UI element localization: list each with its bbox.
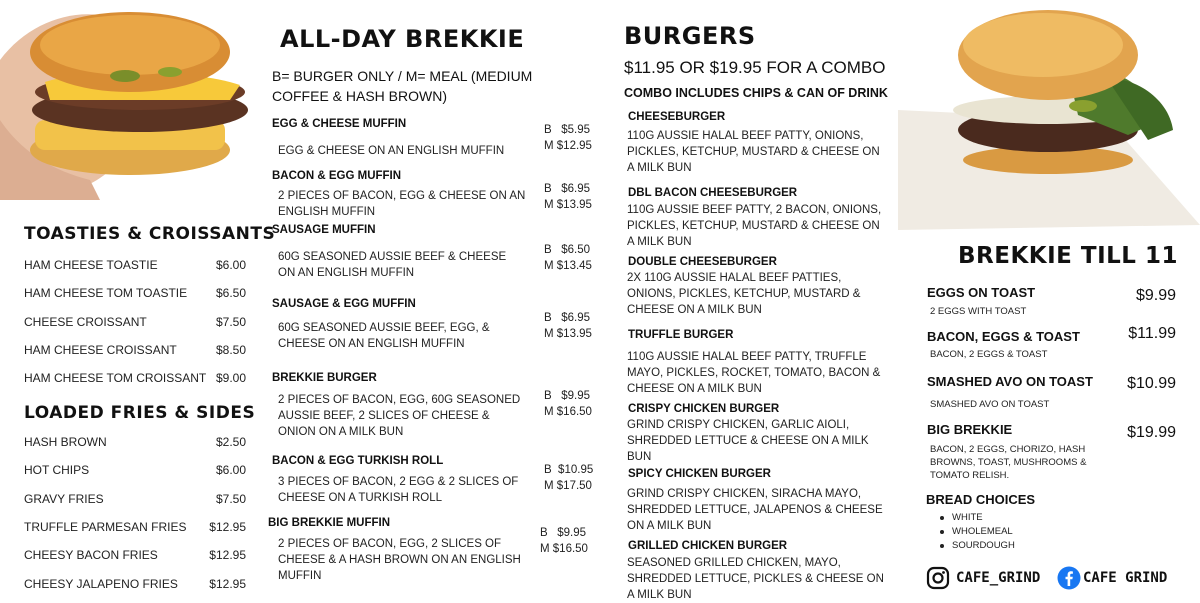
- bread-choice-label: WHOLEMEAL: [952, 526, 1013, 537]
- brekkie-item-name: SAUSAGE MUFFIN: [272, 224, 376, 236]
- brekkie-till-11-item-name: BIG BREKKIE: [927, 422, 1013, 437]
- brekkie-burger-price: B $9.95: [540, 527, 587, 539]
- menu-item-name: HAM CHEESE TOM CROISSANT: [24, 371, 207, 386]
- burger-item-desc: 110G AUSSIE BEEF PATTY, 2 BACON, ONIONS, PICKLES, KETCHUP, MUSTARD & CHEESE ON A MILK BUN: [627, 204, 882, 248]
- brekkie-title: ALL-DAY BREKKIE: [280, 25, 525, 53]
- brekkie-burger-price: B $6.95: [544, 183, 591, 195]
- brekkie-till-11-item-desc: SMASHED AVO ON TOAST: [930, 399, 1050, 410]
- menu-item-name: TRUFFLE PARMESAN FRIES: [24, 519, 187, 534]
- menu-item-name: HASH BROWN: [24, 435, 107, 449]
- menu-item-name: HAM CHEESE CROISSANT: [24, 342, 177, 357]
- menu-row: [24, 492, 246, 506]
- brekkie-item-desc: EGG & CHEESE ON AN ENGLISH MUFFIN: [278, 145, 505, 157]
- facebook-handle[interactable]: CAFE GRIND: [1083, 570, 1168, 586]
- brekkie-till-11-item-price: $19.99: [1127, 424, 1176, 441]
- menu-row: [24, 577, 246, 591]
- menu-item-price: $6.00: [215, 463, 246, 478]
- brekkie-meal-price: M $13.95: [544, 328, 592, 340]
- menu-item-price: $12.95: [209, 576, 246, 591]
- menu-item-price: $12.95: [209, 519, 246, 534]
- menu-item-price: $12.95: [209, 548, 246, 563]
- burger-item-name: CHEESEBURGER: [628, 111, 726, 123]
- menu-item-name: HOT CHIPS: [24, 463, 90, 478]
- burger-item-name: GRILLED CHICKEN BURGER: [628, 540, 788, 552]
- menu-row: [24, 315, 246, 329]
- combo-note: COMBO INCLUDES CHIPS & CAN OF DRINK: [624, 86, 888, 100]
- brekkie-till-11-item-desc: BACON, 2 EGGS & TOAST: [930, 349, 1048, 360]
- menu-row: [24, 520, 246, 534]
- bullet-icon: [940, 530, 944, 534]
- brekkie-item-name: EGG & CHEESE MUFFIN: [272, 118, 407, 130]
- burger-item-name: DOUBLE CHEESEBURGER: [628, 256, 777, 268]
- menu-item-price: $6.50: [215, 286, 246, 301]
- menu-item-name: CHEESY BACON FRIES: [24, 548, 158, 563]
- menu-item-price: $7.50: [215, 314, 246, 329]
- brekkie-till-11-item-desc: BACON, 2 EGGS, CHORIZO, HASH BROWNS, TOAST, MUSHROOMS & TOMATO RELISH.: [930, 444, 1087, 481]
- brekkie-item-name: BIG BREKKIE MUFFIN: [268, 517, 391, 529]
- brekkie-meal-price: M $13.95: [544, 199, 592, 211]
- brekkie-item-desc: 60G SEASONED AUSSIE BEEF & CHEESE ON AN ENGLISH MUFFIN: [278, 251, 507, 279]
- bullet-icon: [940, 544, 944, 548]
- toasties-title: TOASTIES & CROISSANTS: [24, 224, 276, 244]
- brekkie-item-name: BACON & EGG MUFFIN: [272, 170, 402, 182]
- brekkie-legend: B= BURGER ONLY / M= MEAL (MEDIUM COFFEE & HASH BROWN): [272, 68, 533, 104]
- menu-row: [24, 286, 246, 300]
- menu-item-price: $7.50: [215, 491, 246, 506]
- menu-item-name: HAM CHEESE TOM TOASTIE: [24, 286, 188, 301]
- burger-item-desc: GRIND CRISPY CHICKEN, GARLIC AIOLI, SHREDDED LETTUCE & CHEESE ON A MILK BUN: [627, 419, 869, 463]
- bread-choices-title: BREAD CHOICES: [926, 492, 1036, 507]
- instagram-handle[interactable]: CAFE_GRIND: [956, 570, 1041, 586]
- burgers-title: BURGERS: [624, 22, 756, 50]
- burger-item-desc: GRIND CRISPY CHICKEN, SIRACHA MAYO, SHREDDED LETTUCE, JALAPENOS & CHEESE ON A MILK BUN: [627, 488, 883, 532]
- brekkie-burger-price: B $5.95: [544, 124, 591, 136]
- brekkie-item-name: BACON & EGG TURKISH ROLL: [272, 455, 444, 467]
- menu-row: [24, 343, 246, 357]
- bread-choice-label: WHITE: [952, 512, 983, 523]
- menu-item-name: GRAVY FRIES: [24, 491, 104, 506]
- brekkie-meal-price: M $16.50: [540, 543, 588, 555]
- bread-choice-item: [940, 525, 1013, 538]
- brekkie-burger-price: B $9.95: [544, 390, 591, 402]
- burger-item-name: DBL BACON CHEESEBURGER: [628, 187, 798, 199]
- brekkie-item-desc: 60G SEASONED AUSSIE BEEF, EGG, & CHEESE ON AN ENGLISH MUFFIN: [278, 322, 490, 350]
- brekkie-item-desc: 2 PIECES OF BACON, EGG, 60G SEASONED AUSSIE BEEF, 2 SLICES OF CHEESE & ONION ON A MILK BUN: [278, 394, 521, 438]
- brekkie-till-11-item-price: $11.99: [1128, 325, 1176, 342]
- burger-item-name: SPICY CHICKEN BURGER: [628, 468, 771, 480]
- bullet-icon: [940, 516, 944, 520]
- bread-choice-label: SOURDOUGH: [952, 540, 1015, 551]
- menu-item-name: HAM CHEESE TOASTIE: [24, 258, 158, 272]
- instagram-icon[interactable]: [926, 566, 950, 590]
- menu-item-name: CHEESY JALAPENO FRIES: [24, 576, 178, 591]
- menu-item-price: $2.50: [215, 435, 246, 449]
- brekkie-till-11-title: BREKKIE TILL 11: [958, 243, 1178, 269]
- brekkie-meal-price: M $13.45: [544, 260, 592, 272]
- bread-choice-item: [940, 511, 983, 524]
- menu-row: [24, 463, 246, 477]
- burger-photo-left: [0, 0, 260, 200]
- burger-item-desc: 110G AUSSIE HALAL BEEF PATTY, ONIONS, PICKLES, KETCHUP, MUSTARD & CHEESE ON A MILK BUN: [627, 130, 880, 174]
- burgers-price-line: $11.95 OR $19.95 FOR A COMBO: [624, 58, 886, 77]
- fries-title: LOADED FRIES & SIDES: [24, 403, 256, 423]
- brekkie-till-11-item-price: $9.99: [1135, 287, 1176, 304]
- brekkie-till-11-item-name: BACON, EGGS & TOAST: [927, 329, 1080, 344]
- brekkie-till-11-item-name: EGGS ON TOAST: [927, 285, 1036, 300]
- burger-item-desc: 2X 110G AUSSIE HALAL BEEF PATTIES, ONIONS, PICKLES, KETCHUP, MUSTARD & CHEESE ON A MILK BUN: [627, 272, 861, 316]
- menu-row: [24, 371, 246, 385]
- brekkie-item-name: BREKKIE BURGER: [272, 372, 377, 384]
- burger-photo-right: [898, 0, 1200, 230]
- menu-row: [24, 258, 246, 272]
- brekkie-till-11-item-price: $10.99: [1127, 375, 1176, 392]
- brekkie-burger-price: B $6.50: [544, 244, 591, 256]
- brekkie-meal-price: M $17.50: [544, 480, 592, 492]
- menu-row: [24, 548, 246, 562]
- brekkie-till-11-item-name: SMASHED AVO ON TOAST: [927, 374, 1093, 389]
- facebook-icon[interactable]: [1057, 566, 1081, 590]
- menu-row: [24, 435, 246, 449]
- burger-item-desc: 110G AUSSIE HALAL BEEF PATTY, TRUFFLE MAYO, PICKLES, ROCKET, TOMATO, BACON & CHEESE ON A MILK BUN: [627, 351, 881, 395]
- bread-choice-item: [940, 539, 1015, 552]
- brekkie-burger-price: B $6.95: [544, 312, 591, 324]
- menu-item-price: $6.00: [215, 258, 246, 272]
- menu-item-price: $9.00: [215, 371, 246, 386]
- brekkie-item-desc: 2 PIECES OF BACON, EGG & CHEESE ON AN ENGLISH MUFFIN: [278, 190, 526, 218]
- brekkie-till-11-item-desc: 2 EGGS WITH TOAST: [930, 306, 1027, 317]
- menu-item-price: $8.50: [215, 342, 246, 357]
- brekkie-meal-price: M $16.50: [544, 406, 592, 418]
- burger-item-desc: SEASONED GRILLED CHICKEN, MAYO, SHREDDED LETTUCE, PICKLES & CHEESE ON A MILK BUN: [627, 557, 884, 601]
- burger-item-name: CRISPY CHICKEN BURGER: [628, 403, 780, 415]
- brekkie-item-desc: 3 PIECES OF BACON, 2 EGG & 2 SLICES OF CHEESE ON A TURKISH ROLL: [278, 476, 519, 504]
- menu-item-name: CHEESE CROISSANT: [24, 314, 147, 329]
- brekkie-item-name: SAUSAGE & EGG MUFFIN: [272, 298, 416, 310]
- brekkie-item-desc: 2 PIECES OF BACON, EGG, 2 SLICES OF CHEESE & A HASH BROWN ON AN ENGLISH MUFFIN: [278, 538, 521, 582]
- brekkie-meal-price: M $12.95: [544, 140, 592, 152]
- brekkie-burger-price: B $10.95: [544, 464, 594, 476]
- burger-item-name: TRUFFLE BURGER: [628, 329, 734, 341]
